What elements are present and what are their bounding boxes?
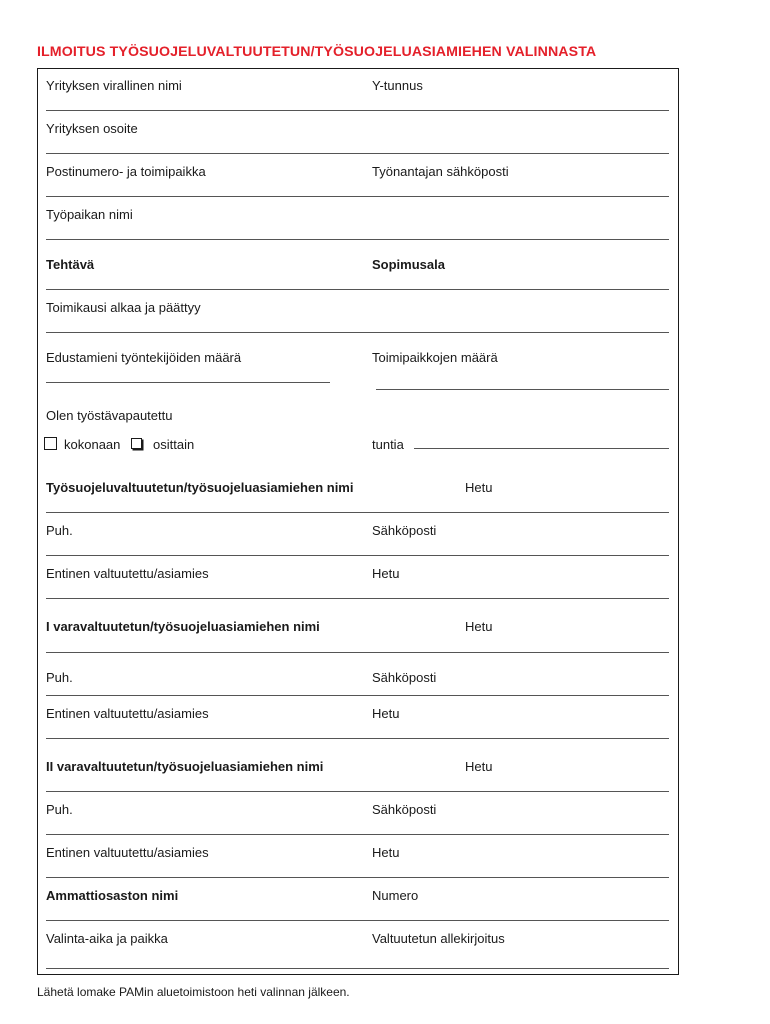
deputy1-email-label: Sähköposti: [372, 670, 437, 685]
deputy2-former-id-label: Hetu: [372, 845, 400, 860]
deputy2-former-label: Entinen valtuutettu/asiamies: [46, 845, 209, 860]
deputy1-id-label: Hetu: [465, 619, 493, 634]
deputy1-former-label: Entinen valtuutettu/asiamies: [46, 706, 209, 721]
union-number-label: Numero: [372, 888, 419, 903]
delegate-name-field[interactable]: [46, 512, 669, 513]
form-title: ILMOITUS TYÖSUOJELUVALTUUTETUN/TYÖSUOJELUASIAMIEHEN VALINNASTA: [37, 44, 597, 60]
represented-label: Edustamieni työntekijöiden määrä: [46, 350, 242, 365]
union-branch-label: Ammattiosaston nimi: [46, 888, 179, 903]
election-label: Valinta-aika ja paikka: [46, 931, 168, 946]
workplace-field[interactable]: [46, 239, 669, 240]
locations-field[interactable]: [376, 389, 669, 390]
deputy2-id-label: Hetu: [465, 759, 493, 774]
deputy1-phone-label: Puh.: [46, 670, 73, 685]
term-label: Toimikausi alkaa ja päättyy: [46, 300, 201, 315]
company-name-label: Yrityksen virallinen nimi: [46, 78, 182, 93]
deputy2-email-label: Sähköposti: [372, 802, 437, 817]
deputy2-name-field[interactable]: [46, 791, 669, 792]
workplace-label: Työpaikan nimi: [46, 207, 133, 222]
delegate-former-label: Entinen valtuutettu/asiamies: [46, 566, 209, 581]
delegate-email-label: Sähköposti: [372, 523, 437, 538]
deputy2-former-field[interactable]: [46, 877, 669, 878]
partially-label: osittain: [153, 437, 195, 452]
deputy1-phone-field[interactable]: [46, 695, 669, 696]
postal-label: Postinumero- ja toimipaikka: [46, 164, 206, 179]
deputy2-name-label: II varavaltuutetun/työsuojeluasiamiehen nimi: [46, 759, 324, 774]
form-frame: [37, 68, 679, 975]
company-name-field[interactable]: [46, 110, 669, 111]
delegate-phone-label: Puh.: [46, 523, 73, 538]
delegate-name-label: Työsuojeluvaltuutetun/työsuojeluasiamiehen nimi: [46, 480, 354, 495]
delegate-phone-field[interactable]: [46, 555, 669, 556]
task-field[interactable]: [46, 289, 669, 290]
election-field[interactable]: [46, 968, 669, 969]
hours-field[interactable]: [414, 448, 669, 449]
term-field[interactable]: [46, 332, 669, 333]
employer-email-label: Työnantajan sähköposti: [372, 164, 509, 179]
fully-checkbox[interactable]: [44, 437, 57, 450]
represented-field[interactable]: [46, 382, 330, 383]
partially-checkbox[interactable]: [131, 438, 142, 449]
union-branch-field[interactable]: [46, 920, 669, 921]
company-address-field[interactable]: [46, 153, 669, 154]
deputy2-phone-field[interactable]: [46, 834, 669, 835]
hours-label: tuntia: [372, 437, 404, 452]
exempt-label: Olen työstävapautettu: [46, 408, 173, 423]
business-id-label: Y-tunnus: [372, 78, 423, 93]
agreement-label: Sopimusala: [372, 257, 445, 272]
signature-label: Valtuutetun allekirjoitus: [372, 931, 505, 946]
company-address-label: Yrityksen osoite: [46, 121, 138, 136]
fully-label: kokonaan: [64, 437, 121, 452]
footer-note: Lähetä lomake PAMin aluetoimistoon heti valinnan jälkeen.: [37, 985, 350, 999]
locations-label: Toimipaikkojen määrä: [372, 350, 498, 365]
deputy1-former-id-label: Hetu: [372, 706, 400, 721]
delegate-id-label: Hetu: [465, 480, 493, 495]
deputy1-name-field[interactable]: [46, 652, 669, 653]
postal-field[interactable]: [46, 196, 669, 197]
deputy1-former-field[interactable]: [46, 738, 669, 739]
task-label: Tehtävä: [46, 257, 95, 272]
deputy2-phone-label: Puh.: [46, 802, 73, 817]
deputy1-name-label: I varavaltuutetun/työsuojeluasiamiehen nimi: [46, 619, 320, 634]
delegate-former-id-label: Hetu: [372, 566, 400, 581]
delegate-former-field[interactable]: [46, 598, 669, 599]
